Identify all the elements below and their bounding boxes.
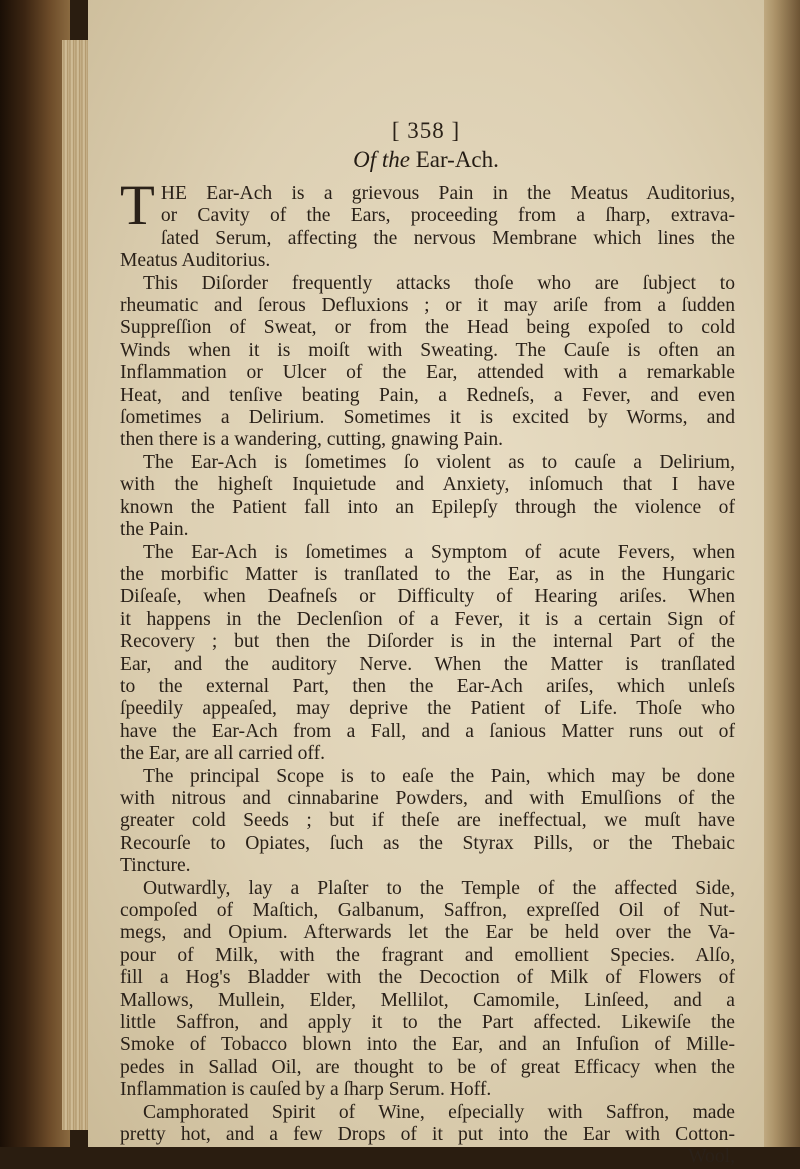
text-line: The principal Scope is to eaſe the Pain, which may be done	[143, 765, 735, 787]
text-line: or Cavity of the Ears, proceeding from a ſharp, extrava-	[160, 205, 735, 227]
text-line: pretty hot, and a few Drops of it put into the Ear with Cotton-	[120, 1124, 735, 1146]
text-line: Outwardly, lay a Plaſter to the Temple of the affected Side,	[143, 877, 735, 899]
text-line: Mallows, Mullein, Elder, Mellilot, Camomile, Linſeed, and a	[120, 989, 735, 1011]
text-line: Inflammation or Ulcer of the Ear, attended with a remarkable	[120, 362, 735, 384]
text-line: it happens in the Declenſion of a Fever, it is a certain Sign of	[120, 608, 735, 630]
text-line: Tincture.	[120, 855, 191, 877]
text-line: the morbific Matter is tranſlated to the Ear, as in the Hungaric	[120, 563, 735, 585]
text-line: with the higheſt Inquietude and Anxiety, inſomuch that I have	[120, 474, 735, 496]
section-title	[88, 147, 764, 173]
text-line: ſpeedily appeaſed, may deprive the Patient of Life. Thoſe who	[120, 698, 735, 720]
text-line: This Diſorder frequently attacks thoſe who are ſubject to	[143, 272, 735, 294]
text-line: Diſeaſe, when Deafneſs or Difficulty of Hearing ariſes. When	[120, 586, 735, 608]
text-line: fill a Hog's Bladder with the Decoction of Milk of Flowers of	[120, 967, 735, 989]
text-line: rheumatic and ſerous Defluxions ; or it may ariſe from a ſudden	[120, 295, 735, 317]
text-line: to the external Part, then the Ear-Ach ariſes, which unleſs	[120, 675, 735, 697]
text-line: Recourſe to Opiates, ſuch as the Styrax Pills, or the Thebaic	[120, 832, 735, 854]
text-line: then there is a wandering, cutting, gnawing Pain.	[120, 429, 504, 451]
text-line: with nitrous and cinnabarine Powders, and with Emulſions of the	[120, 787, 735, 809]
text-line: Meatus Auditorius.	[120, 250, 271, 272]
text-line: Winds when it is moiſt with Sweating. The Cauſe is often an	[120, 339, 735, 361]
text-line: megs, and Opium. Afterwards let the Ear be held over the Va-	[120, 922, 735, 944]
text-line: the Ear, are all carried off.	[120, 743, 326, 765]
page-number: [ 358 ]	[391, 118, 461, 143]
title-prefix: Of the	[353, 147, 410, 172]
book-page	[88, 0, 764, 1168]
text-line: the Pain.	[120, 519, 189, 541]
text-line: HE Ear-Ach is a grievous Pain in the Meatus Auditorius,	[160, 183, 735, 204]
text-line: The Ear-Ach is ſometimes a Symptom of acute Fevers, when	[143, 541, 735, 563]
text-line: Inflammation is cauſed by a ſharp Serum. Hoff.	[120, 1079, 492, 1101]
drop-cap: T	[120, 174, 155, 237]
text-line: ſated Serum, affecting the nervous Membrane which lines the	[160, 227, 735, 249]
text-line: Camphorated Spirit of Wine, eſpecially with Saffron, made	[143, 1101, 735, 1123]
text-line: Recovery ; but then the Diſorder is in the internal Part of the	[120, 631, 735, 653]
title-main: Ear-Ach.	[415, 147, 499, 172]
text-line: known the Patient fall into an Epilepſy through the violence of	[120, 496, 735, 518]
text-line: pour of Milk, with the fragrant and emollient Species. Alſo,	[120, 944, 735, 966]
catchword-line: Wool,	[688, 1146, 735, 1168]
text-line: little Saffron, and apply it to the Part affected. Likewiſe the	[120, 1012, 735, 1034]
text-line: Heat, and tenſive beating Pain, a Redneſs, a Fever, and even	[120, 384, 735, 406]
text-line: have the Ear-Ach from a Fall, and a ſanious Matter runs out of	[120, 720, 735, 742]
text-line: pedes in Sallad Oil, are thought to be of great Efficacy when the	[120, 1056, 735, 1078]
text-line: greater cold Seeds ; but if theſe are ineffectual, we muſt have	[120, 810, 735, 832]
book-spine-shadow	[0, 0, 70, 1147]
text-line: Suppreſſion of Sweat, or from the Head being expoſed to cold	[120, 317, 735, 339]
text-line: compoſed of Maſtich, Galbanum, Saffron, expreſſed Oil of Nut-	[120, 900, 735, 921]
text-line: The Ear-Ach is ſometimes ſo violent as to cauſe a Delirium,	[143, 451, 735, 473]
text-line: Ear, and the auditory Nerve. When the Matter is tranſlated	[120, 653, 735, 675]
right-page-edge	[760, 0, 800, 1147]
text-line: Smoke of Tobacco blown into the Ear, and an Infuſion of Mille-	[120, 1034, 735, 1056]
body-text	[120, 174, 735, 1169]
text-line: ſometimes a Delirium. Sometimes it is excited by Worms, and	[120, 407, 735, 429]
